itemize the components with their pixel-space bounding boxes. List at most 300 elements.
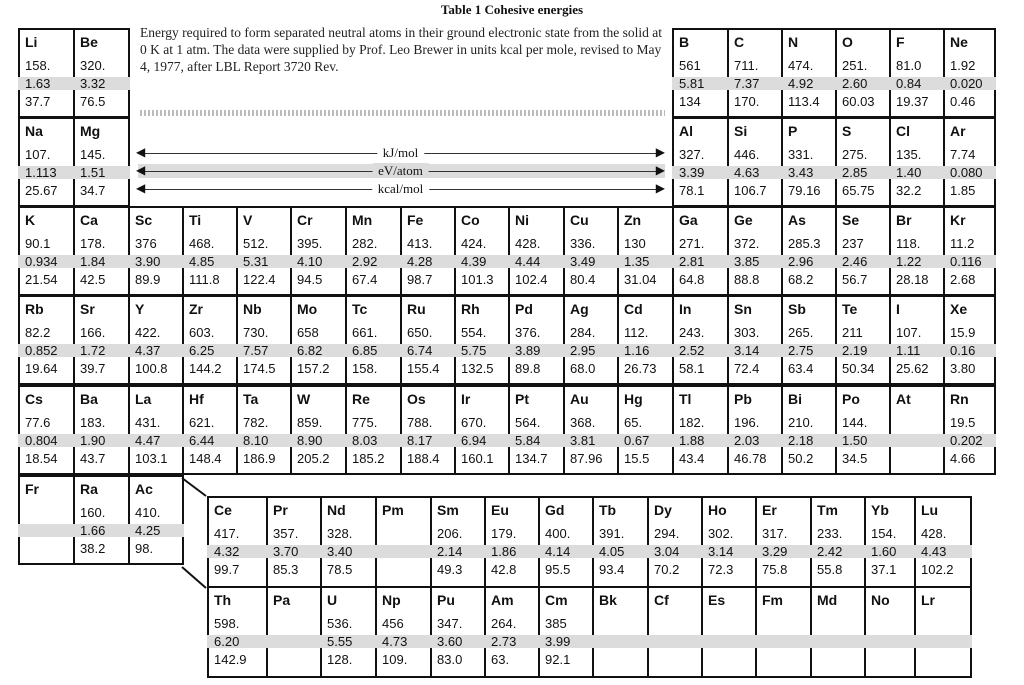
element-symbol: Sb	[788, 301, 806, 317]
element-cell-au	[563, 385, 619, 475]
kcal-per-mol-value: 101.3	[461, 272, 494, 287]
element-cell-sn	[727, 295, 783, 385]
element-symbol: Ir	[461, 391, 471, 407]
element-cell-pb	[727, 385, 783, 475]
ev-per-atom-value: 4.39	[461, 254, 487, 269]
element-cell-o	[835, 28, 891, 118]
element-symbol: Br	[896, 212, 912, 228]
kcal-per-mol-value: 134	[679, 94, 701, 109]
element-symbol: U	[327, 592, 338, 608]
element-symbol: Se	[842, 212, 860, 228]
kj-per-mol-value: 410.	[135, 505, 161, 520]
ev-per-atom-value: 5.84	[515, 433, 541, 448]
kj-per-mol-value: 154.	[871, 526, 897, 541]
kj-per-mol-value: 661.	[352, 325, 378, 340]
kcal-per-mol-value: 188.4	[407, 451, 440, 466]
ev-band	[592, 635, 649, 648]
element-symbol: At	[896, 391, 911, 407]
element-symbol: Ca	[80, 212, 98, 228]
kj-per-mol-value: 251.	[842, 58, 868, 73]
ev-per-atom-value: 4.05	[599, 544, 625, 559]
element-cell-tb	[592, 496, 649, 588]
element-symbol: Kr	[950, 212, 966, 228]
element-symbol: K	[25, 212, 36, 228]
kj-per-mol-value: 658	[297, 325, 319, 340]
element-symbol: Cr	[297, 212, 313, 228]
element-symbol: Fr	[25, 481, 39, 497]
kcal-per-mol-value: 185.2	[352, 451, 385, 466]
element-symbol: Tl	[679, 391, 692, 407]
element-symbol: Nd	[327, 502, 346, 518]
element-symbol: Li	[25, 34, 38, 50]
kj-per-mol-value: 265.	[788, 325, 814, 340]
kj-per-mol-value: 468.	[189, 236, 215, 251]
kcal-per-mol-value: 28.18	[896, 272, 929, 287]
kj-per-mol-value: 160.	[80, 505, 106, 520]
ev-per-atom-value: 6.85	[352, 343, 378, 358]
element-symbol: La	[135, 391, 152, 407]
hatch-rule	[140, 110, 665, 116]
element-cell-mo	[290, 295, 347, 385]
element-cell-mn	[345, 206, 402, 296]
element-cell-be	[73, 28, 130, 118]
kcal-per-mol-value: 102.2	[921, 562, 954, 577]
element-cell-sr	[73, 295, 130, 385]
ev-per-atom-value: 2.85	[842, 165, 868, 180]
kcal-per-mol-value: 72.4	[734, 361, 760, 376]
ev-per-atom-value: 6.94	[461, 433, 487, 448]
ev-per-atom-value: 6.44	[189, 433, 215, 448]
element-symbol: Fe	[407, 212, 424, 228]
ev-per-atom-value: 1.40	[896, 165, 922, 180]
element-cell-ti	[182, 206, 238, 296]
kj-per-mol-value: 788.	[407, 415, 433, 430]
ev-band	[914, 635, 972, 648]
kcal-per-mol-value: 109.	[382, 652, 408, 667]
element-symbol: Ni	[515, 212, 529, 228]
element-cell-am	[484, 586, 540, 678]
ev-per-atom-value: 5.75	[461, 343, 487, 358]
element-cell-ne	[943, 28, 996, 118]
kj-per-mol-value: 135.	[896, 147, 922, 162]
kcal-per-mol-value: 31.04	[624, 272, 657, 287]
ev-per-atom-value: 2.60	[842, 76, 868, 91]
kcal-per-mol-value: 63.4	[788, 361, 814, 376]
kcal-per-mol-value: 99.7	[214, 562, 240, 577]
ev-per-atom-value: 1.90	[80, 433, 106, 448]
unit-legend-ev: ◀ ▶ eV/atom	[136, 163, 665, 178]
element-cell-ag	[563, 295, 619, 385]
kj-per-mol-value: 211	[842, 325, 863, 340]
ev-per-atom-value: 6.25	[189, 343, 215, 358]
element-cell-cr	[290, 206, 347, 296]
kcal-per-mol-value: 50.2	[788, 451, 814, 466]
kj-per-mol-value: 431.	[135, 415, 161, 430]
element-symbol: Sm	[437, 502, 459, 518]
kj-per-mol-value: 81.0	[896, 58, 922, 73]
kj-per-mol-value: 428.	[921, 526, 947, 541]
element-symbol: Rb	[25, 301, 44, 317]
kcal-per-mol-value: 148.4	[189, 451, 222, 466]
element-cell-se	[835, 206, 891, 296]
element-cell-y	[128, 295, 184, 385]
element-cell-ca	[73, 206, 130, 296]
kj-per-mol-value: 7.74	[950, 147, 976, 162]
kj-per-mol-value: 118.	[896, 236, 921, 251]
element-cell-rh	[454, 295, 510, 385]
kcal-per-mol-value: 72.3	[708, 562, 734, 577]
kj-per-mol-value: 206.	[437, 526, 463, 541]
element-symbol: Sn	[734, 301, 752, 317]
kcal-per-mol-value: 25.67	[25, 183, 58, 198]
element-symbol: Ne	[950, 34, 968, 50]
kj-per-mol-value: 730.	[243, 325, 269, 340]
element-cell-po	[835, 385, 891, 475]
element-symbol: Cl	[896, 123, 910, 139]
element-cell-zn	[617, 206, 674, 296]
element-symbol: Tb	[599, 502, 617, 518]
kcal-per-mol-value: 76.5	[80, 94, 106, 109]
kj-per-mol-value: 670.	[461, 415, 487, 430]
kcal-per-mol-value: 19.64	[25, 361, 58, 376]
ev-per-atom-value: 3.29	[762, 544, 788, 559]
element-cell-nd	[320, 496, 377, 588]
element-cell-hg	[617, 385, 674, 475]
ev-per-atom-value: 4.63	[734, 165, 760, 180]
ev-per-atom-value: 1.16	[624, 343, 650, 358]
element-symbol: Pt	[515, 391, 529, 407]
kcal-per-mol-value: 128.	[327, 652, 353, 667]
ev-per-atom-value: 7.57	[243, 343, 269, 358]
ev-per-atom-value: 1.86	[491, 544, 517, 559]
kcal-per-mol-value: 170.	[734, 94, 760, 109]
kj-per-mol-value: 391.	[599, 526, 625, 541]
element-symbol: Te	[842, 301, 858, 317]
kcal-per-mol-value: 42.8	[491, 562, 517, 577]
element-symbol: Na	[25, 123, 43, 139]
element-symbol: Rn	[950, 391, 969, 407]
element-symbol: Bk	[599, 592, 617, 608]
element-cell-na	[18, 117, 75, 207]
element-cell-os	[400, 385, 456, 475]
kcal-per-mol-value: 32.2	[896, 183, 922, 198]
element-cell-ra	[73, 475, 130, 565]
ev-per-atom-value: 2.73	[491, 634, 517, 649]
kcal-per-mol-value: 98.7	[407, 272, 433, 287]
kj-per-mol-value: 275.	[842, 147, 868, 162]
ev-per-atom-value: 4.47	[135, 433, 161, 448]
ev-per-atom-value: 0.934	[25, 254, 58, 269]
element-cell-ar	[943, 117, 996, 207]
kj-per-mol-value: 237	[842, 236, 864, 251]
element-symbol: Yb	[871, 502, 889, 518]
kcal-per-mol-value: 50.34	[842, 361, 875, 376]
kj-per-mol-value: 428.	[515, 236, 541, 251]
kj-per-mol-value: 303.	[734, 325, 760, 340]
kcal-per-mol-value: 0.46	[950, 94, 976, 109]
kcal-per-mol-value: 58.1	[679, 361, 705, 376]
element-symbol: Np	[382, 592, 401, 608]
element-cell-n	[781, 28, 837, 118]
kj-per-mol-value: 385	[545, 616, 567, 631]
kcal-per-mol-value: 106.7	[734, 183, 767, 198]
ev-per-atom-value: 8.90	[297, 433, 323, 448]
ev-per-atom-value: 2.52	[679, 343, 705, 358]
kcal-per-mol-value: 155.4	[407, 361, 440, 376]
kcal-per-mol-value: 25.62	[896, 361, 929, 376]
kcal-per-mol-value: 186.9	[243, 451, 276, 466]
element-cell-v	[236, 206, 292, 296]
ev-per-atom-value: 8.10	[243, 433, 269, 448]
kcal-per-mol-value: 157.2	[297, 361, 330, 376]
kcal-per-mol-value: 80.4	[570, 272, 596, 287]
kcal-per-mol-value: 89.9	[135, 272, 161, 287]
kj-per-mol-value: 294.	[654, 526, 680, 541]
kj-per-mol-value: 282.	[352, 236, 378, 251]
kj-per-mol-value: 456	[382, 616, 404, 631]
element-cell-b	[672, 28, 729, 118]
kcal-per-mol-value: 113.4	[788, 94, 820, 109]
element-symbol: Zn	[624, 212, 642, 228]
kcal-per-mol-value: 63.	[491, 652, 510, 667]
element-symbol: Ge	[734, 212, 753, 228]
kcal-per-mol-value: 85.3	[273, 562, 299, 577]
ev-per-atom-value: 2.03	[734, 433, 760, 448]
kj-per-mol-value: 144.	[842, 415, 868, 430]
ev-per-atom-value: 1.113	[25, 165, 57, 180]
kcal-per-mol-value: 37.1	[871, 562, 897, 577]
kcal-per-mol-value: 160.1	[461, 451, 494, 466]
ev-per-atom-value: 0.202	[950, 433, 983, 448]
unit-legend-kcal: ◀ ▶ kcal/mol	[136, 181, 665, 196]
element-cell-ir	[454, 385, 510, 475]
element-cell-mg	[73, 117, 130, 207]
element-cell-ho	[701, 496, 757, 588]
element-cell-tl	[672, 385, 729, 475]
element-symbol: Bi	[788, 391, 802, 407]
element-symbol: Y	[135, 301, 145, 317]
element-symbol: Ta	[243, 391, 259, 407]
ev-per-atom-value: 4.85	[189, 254, 215, 269]
unit-legend-kj: ◀ ▶ kJ/mol	[136, 145, 665, 160]
element-symbol: Ra	[80, 481, 98, 497]
ev-per-atom-value: 0.116	[950, 254, 982, 269]
kcal-per-mol-value: 56.7	[842, 272, 868, 287]
element-cell-cs	[18, 385, 75, 475]
kcal-per-mol-value: 19.37	[896, 94, 929, 109]
ev-per-atom-value: 6.74	[407, 343, 433, 358]
kcal-per-mol-value: 49.3	[437, 562, 463, 577]
ev-per-atom-value: 4.73	[382, 634, 408, 649]
ev-per-atom-value: 4.37	[135, 343, 161, 358]
element-cell-fm	[755, 586, 812, 678]
element-cell-nb	[236, 295, 292, 385]
ev-per-atom-value: 0.84	[896, 76, 922, 91]
ev-per-atom-value: 2.96	[788, 254, 814, 269]
kj-per-mol-value: 130	[624, 236, 646, 251]
kcal-per-mol-value: 4.66	[950, 451, 976, 466]
element-cell-eu	[484, 496, 540, 588]
element-cell-tm	[810, 496, 866, 588]
element-cell-cm	[538, 586, 594, 678]
ev-per-atom-value: 1.63	[25, 76, 51, 91]
kcal-per-mol-value: 42.5	[80, 272, 106, 287]
kcal-per-mol-value: 83.0	[437, 652, 463, 667]
element-cell-cl	[889, 117, 945, 207]
ev-band	[647, 635, 703, 648]
kcal-per-mol-value: 144.2	[189, 361, 222, 376]
kj-per-mol-value: 424.	[461, 236, 487, 251]
element-symbol: Be	[80, 34, 98, 50]
ev-per-atom-value: 4.28	[407, 254, 433, 269]
ev-per-atom-value: 1.35	[624, 254, 650, 269]
kj-per-mol-value: 413.	[407, 236, 433, 251]
ev-per-atom-value: 0.080	[950, 165, 983, 180]
element-symbol: Dy	[654, 502, 672, 518]
kj-per-mol-value: 284.	[570, 325, 596, 340]
element-symbol: Po	[842, 391, 860, 407]
element-symbol: Tm	[817, 502, 838, 518]
element-cell-re	[345, 385, 402, 475]
element-symbol: Md	[817, 592, 838, 608]
kj-per-mol-value: 422.	[135, 325, 161, 340]
kcal-per-mol-value: 1.85	[950, 183, 976, 198]
kcal-per-mol-value: 78.1	[679, 183, 705, 198]
ev-per-atom-value: 4.10	[297, 254, 323, 269]
ev-band	[810, 635, 866, 648]
element-cell-pr	[266, 496, 322, 588]
kcal-per-mol-value: 60.03	[842, 94, 875, 109]
kcal-per-mol-value: 68.0	[570, 361, 596, 376]
kj-per-mol-value: 285.3	[788, 236, 821, 251]
element-cell-k	[18, 206, 75, 296]
ev-per-atom-value: 2.46	[842, 254, 868, 269]
ev-per-atom-value: 8.17	[407, 433, 433, 448]
kcal-per-mol-value: 158.	[352, 361, 378, 376]
element-cell-np	[375, 586, 432, 678]
element-cell-rb	[18, 295, 75, 385]
element-symbol: Gd	[545, 502, 565, 518]
table-note: Energy required to form separated neutral atoms in their ground electronic state from the solid at 0 K at 1 atm. The data were supplied by Prof. Leo Brewer in units kcal per mole, revised to May 4, 1977, after LBL Report 3720 Rev.	[140, 25, 662, 74]
element-symbol: W	[297, 391, 311, 407]
element-symbol: Ag	[570, 301, 589, 317]
element-cell-la	[128, 385, 184, 475]
kj-per-mol-value: 775.	[352, 415, 378, 430]
kcal-per-mol-value: 43.7	[80, 451, 106, 466]
kcal-per-mol-value: 43.4	[679, 451, 705, 466]
element-cell-hf	[182, 385, 238, 475]
ev-per-atom-value: 0.020	[950, 76, 983, 91]
kcal-per-mol-value: 93.4	[599, 562, 625, 577]
ev-per-atom-value: 3.04	[654, 544, 680, 559]
element-symbol: Xe	[950, 301, 968, 317]
kj-per-mol-value: 376	[135, 236, 157, 251]
kcal-per-mol-value: 103.1	[135, 451, 168, 466]
kj-per-mol-value: 107.	[25, 147, 51, 162]
element-symbol: V	[243, 212, 253, 228]
element-cell-pd	[508, 295, 565, 385]
element-symbol: Lr	[921, 592, 935, 608]
element-symbol: Ac	[135, 481, 153, 497]
ev-per-atom-value: 3.14	[734, 343, 760, 358]
kj-per-mol-value: 271.	[679, 236, 705, 251]
element-cell-ga	[672, 206, 729, 296]
element-cell-c	[727, 28, 783, 118]
element-cell-rn	[943, 385, 996, 475]
element-cell-cd	[617, 295, 674, 385]
kj-per-mol-value: 65.	[624, 415, 643, 430]
ev-per-atom-value: 6.82	[297, 343, 323, 358]
ev-per-atom-value: 3.40	[327, 544, 353, 559]
kj-per-mol-value: 474.	[788, 58, 814, 73]
element-cell-ba	[73, 385, 130, 475]
element-symbol: Si	[734, 123, 748, 139]
element-symbol: Co	[461, 212, 480, 228]
kcal-per-mol-value: 142.9	[214, 652, 247, 667]
element-symbol: Cm	[545, 592, 568, 608]
ev-per-atom-value: 2.42	[817, 544, 843, 559]
ev-band	[375, 545, 432, 558]
element-symbol: Am	[491, 592, 514, 608]
element-symbol: S	[842, 123, 852, 139]
ev-band	[701, 635, 757, 648]
element-cell-fr	[18, 475, 75, 565]
kj-per-mol-value: 11.2	[950, 236, 975, 251]
ev-per-atom-value: 1.11	[896, 343, 921, 358]
element-cell-bk	[592, 586, 649, 678]
element-symbol: Es	[708, 592, 726, 608]
ev-per-atom-value: 0.804	[25, 433, 58, 448]
ev-per-atom-value: 1.51	[80, 165, 106, 180]
element-cell-md	[810, 586, 866, 678]
kcal-per-mol-value: 92.1	[545, 652, 571, 667]
kcal-per-mol-value: 64.8	[679, 272, 705, 287]
element-cell-p	[781, 117, 837, 207]
kj-per-mol-value: 19.5	[950, 415, 976, 430]
ev-per-atom-value: 4.92	[788, 76, 814, 91]
element-symbol: B	[679, 34, 690, 50]
element-cell-sb	[781, 295, 837, 385]
ev-band	[266, 635, 322, 648]
element-symbol: Cu	[570, 212, 589, 228]
ev-per-atom-value: 3.90	[135, 254, 161, 269]
element-cell-lr	[914, 586, 972, 678]
ev-per-atom-value: 0.852	[25, 343, 58, 358]
kcal-per-mol-value: 100.8	[135, 361, 168, 376]
kcal-per-mol-value: 95.5	[545, 562, 571, 577]
kj-per-mol-value: 77.6	[25, 415, 51, 430]
kcal-per-mol-value: 34.7	[80, 183, 106, 198]
ev-per-atom-value: 7.37	[734, 76, 760, 91]
kj-per-mol-value: 183.	[80, 415, 106, 430]
element-cell-te	[835, 295, 891, 385]
element-symbol: Pm	[382, 502, 404, 518]
element-symbol: Ba	[80, 391, 98, 407]
kcal-per-mol-value: 205.2	[297, 451, 330, 466]
element-cell-cu	[563, 206, 619, 296]
kcal-per-mol-value: 89.8	[515, 361, 541, 376]
kj-per-mol-value: 182.	[679, 415, 705, 430]
kj-per-mol-value: 376.	[515, 325, 541, 340]
kcal-per-mol-value: 98.	[135, 541, 154, 556]
kj-per-mol-value: 782.	[243, 415, 269, 430]
element-symbol: Pa	[273, 592, 291, 608]
element-cell-in	[672, 295, 729, 385]
kj-per-mol-value: 302.	[708, 526, 734, 541]
element-cell-f	[889, 28, 945, 118]
element-cell-sc	[128, 206, 184, 296]
element-cell-sm	[430, 496, 486, 588]
